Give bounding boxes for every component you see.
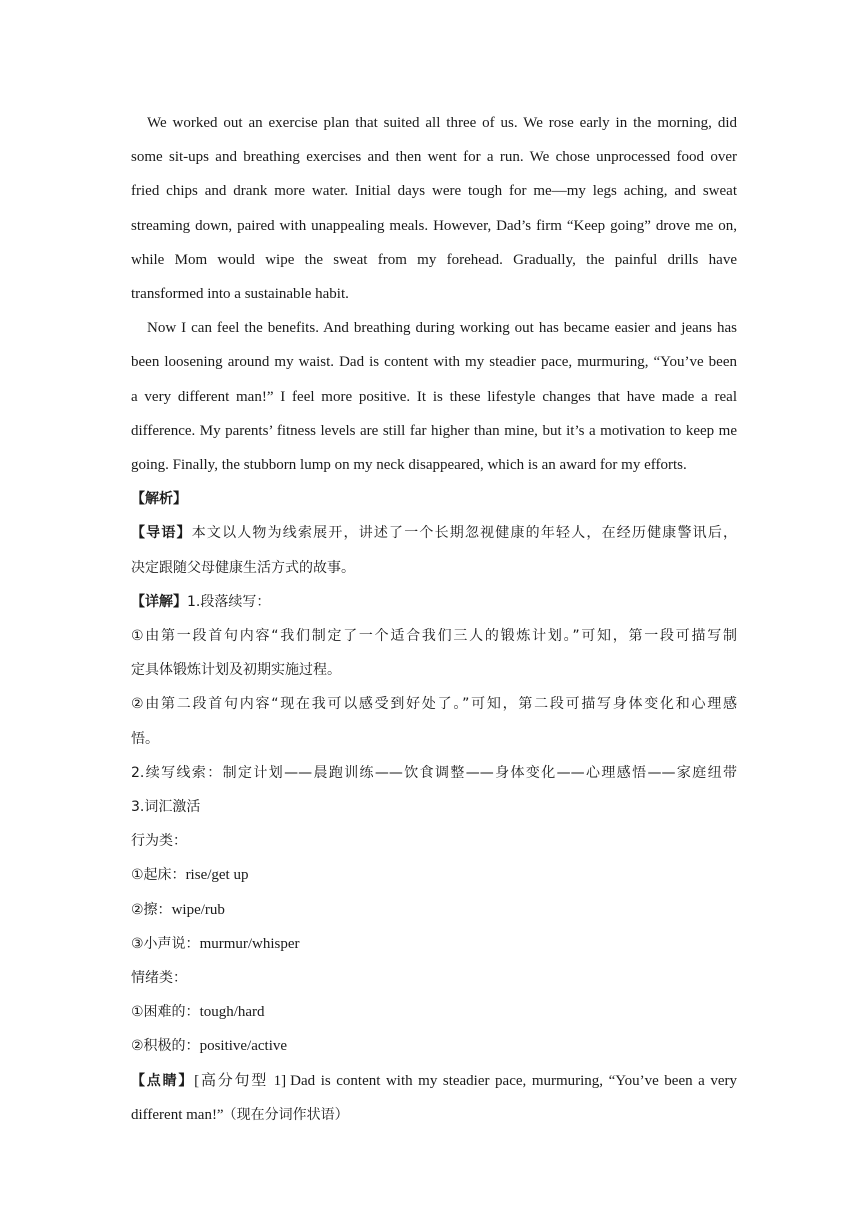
detail-item-2: ②由第二段首句内容“现在我可以感受到好处了。”可知，第二段可描写身体变化和心理感 <box>131 696 737 713</box>
vocab-item <box>131 1029 737 1063</box>
vocab-zh: ①困难的： <box>131 1004 200 1021</box>
detail-item-1: ①由第一段首句内容“我们制定了一个适合我们三人的锻炼计划。”可知，第一段可描写制 <box>131 628 737 645</box>
text-line: streaming down, paired with unappealing meals. However, Dad’s firm “Keep going” drove me on, <box>131 217 737 234</box>
text-line: difference. My parents’ fitness levels are still far higher than mine, but it’s a motivation to keep me <box>131 422 737 439</box>
vocab-en: rise/get up <box>185 867 249 884</box>
detail-item-1-cont: 定具体锻炼计划及初期实施过程。 <box>131 662 341 679</box>
analysis-heading: 【解析】 <box>131 491 187 508</box>
detail-title-line <box>131 585 737 619</box>
intro-line <box>131 516 737 550</box>
intro-section <box>131 516 737 584</box>
action-title: 行为类： <box>131 833 187 850</box>
highlight-sentence: Dad is content with my steadier pace, murmuring, “You’ve been a very <box>290 1072 737 1089</box>
document-page <box>131 106 737 1132</box>
story-paragraph-2 <box>131 311 737 482</box>
intro-line: 决定跟随父母健康生活方式的故事。 <box>131 559 355 576</box>
vocab-zh: ②擦： <box>131 901 172 918</box>
vocab-en: positive/active <box>199 1038 288 1055</box>
vocab-item <box>131 893 737 927</box>
vocab-en: murmur/whisper <box>199 935 300 952</box>
text-line: a very different man!” I feel more positive. It is these lifestyle changes that have made a real <box>131 388 737 405</box>
text-line: going. Finally, the stubborn lump on my neck disappeared, which is an award for my efforts. <box>131 457 687 474</box>
highlight-line-2 <box>131 1098 737 1132</box>
detail-title: 1.段落续写： <box>187 593 271 610</box>
highlight-note: （现在分词作状语） <box>229 1106 349 1123</box>
text-line: We worked out an exercise plan that suited all three of us. We rose early in the morning, did <box>147 115 737 131</box>
intro-tag: 【导语】 <box>131 525 192 542</box>
vocab-item <box>131 927 737 961</box>
vocab-en: wipe/rub <box>171 901 225 918</box>
emotion-title: 情绪类： <box>131 970 187 987</box>
detail-tag: 【详解】 <box>131 593 187 610</box>
text-line: fried chips and drank more water. Initial days were tough for me—my legs aching, and sweat <box>131 183 737 200</box>
vocab-item <box>131 858 737 892</box>
clue-line: 2.续写线索：制定计划——晨跑训练——饮食调整——身体变化——心理感悟——家庭纽带 <box>131 764 737 781</box>
vocab-item <box>131 995 737 1029</box>
highlight-sentence-cont: different man!” <box>131 1106 224 1123</box>
text-line: while Mom would wipe the sweat from my forehead. Gradually, the painful drills have <box>131 251 737 268</box>
text-line: transformed into a sustainable habit. <box>131 286 349 303</box>
vocab-en: tough/hard <box>199 1004 265 1021</box>
vocab-zh: ③小声说： <box>131 935 200 952</box>
vocab-zh: ①起床： <box>131 867 186 884</box>
intro-text: 本文以人物为线索展开，讲述了一个长期忽视健康的年轻人，在经历健康警讯后， <box>191 525 737 542</box>
highlight-line <box>131 1064 737 1098</box>
detail-section <box>131 585 737 1132</box>
vocab-title: 3.词汇激活 <box>131 799 201 816</box>
text-line: been loosening around my waist. Dad is content with my steadier pace, murmuring, “You’ve been <box>131 354 737 371</box>
text-line: some sit-ups and breathing exercises and then went for a run. We chose unprocessed food over <box>131 149 737 166</box>
vocab-zh: ②积极的： <box>131 1038 200 1055</box>
story-paragraph-1 <box>131 106 737 311</box>
text-line: Now I can feel the benefits. And breathing during working out has became easier and jeans has <box>147 320 737 337</box>
highlight-tag: 【点睛】 <box>131 1072 195 1089</box>
detail-item-2-cont: 悟。 <box>131 730 159 747</box>
highlight-label: [高分句型 1] <box>194 1072 287 1089</box>
